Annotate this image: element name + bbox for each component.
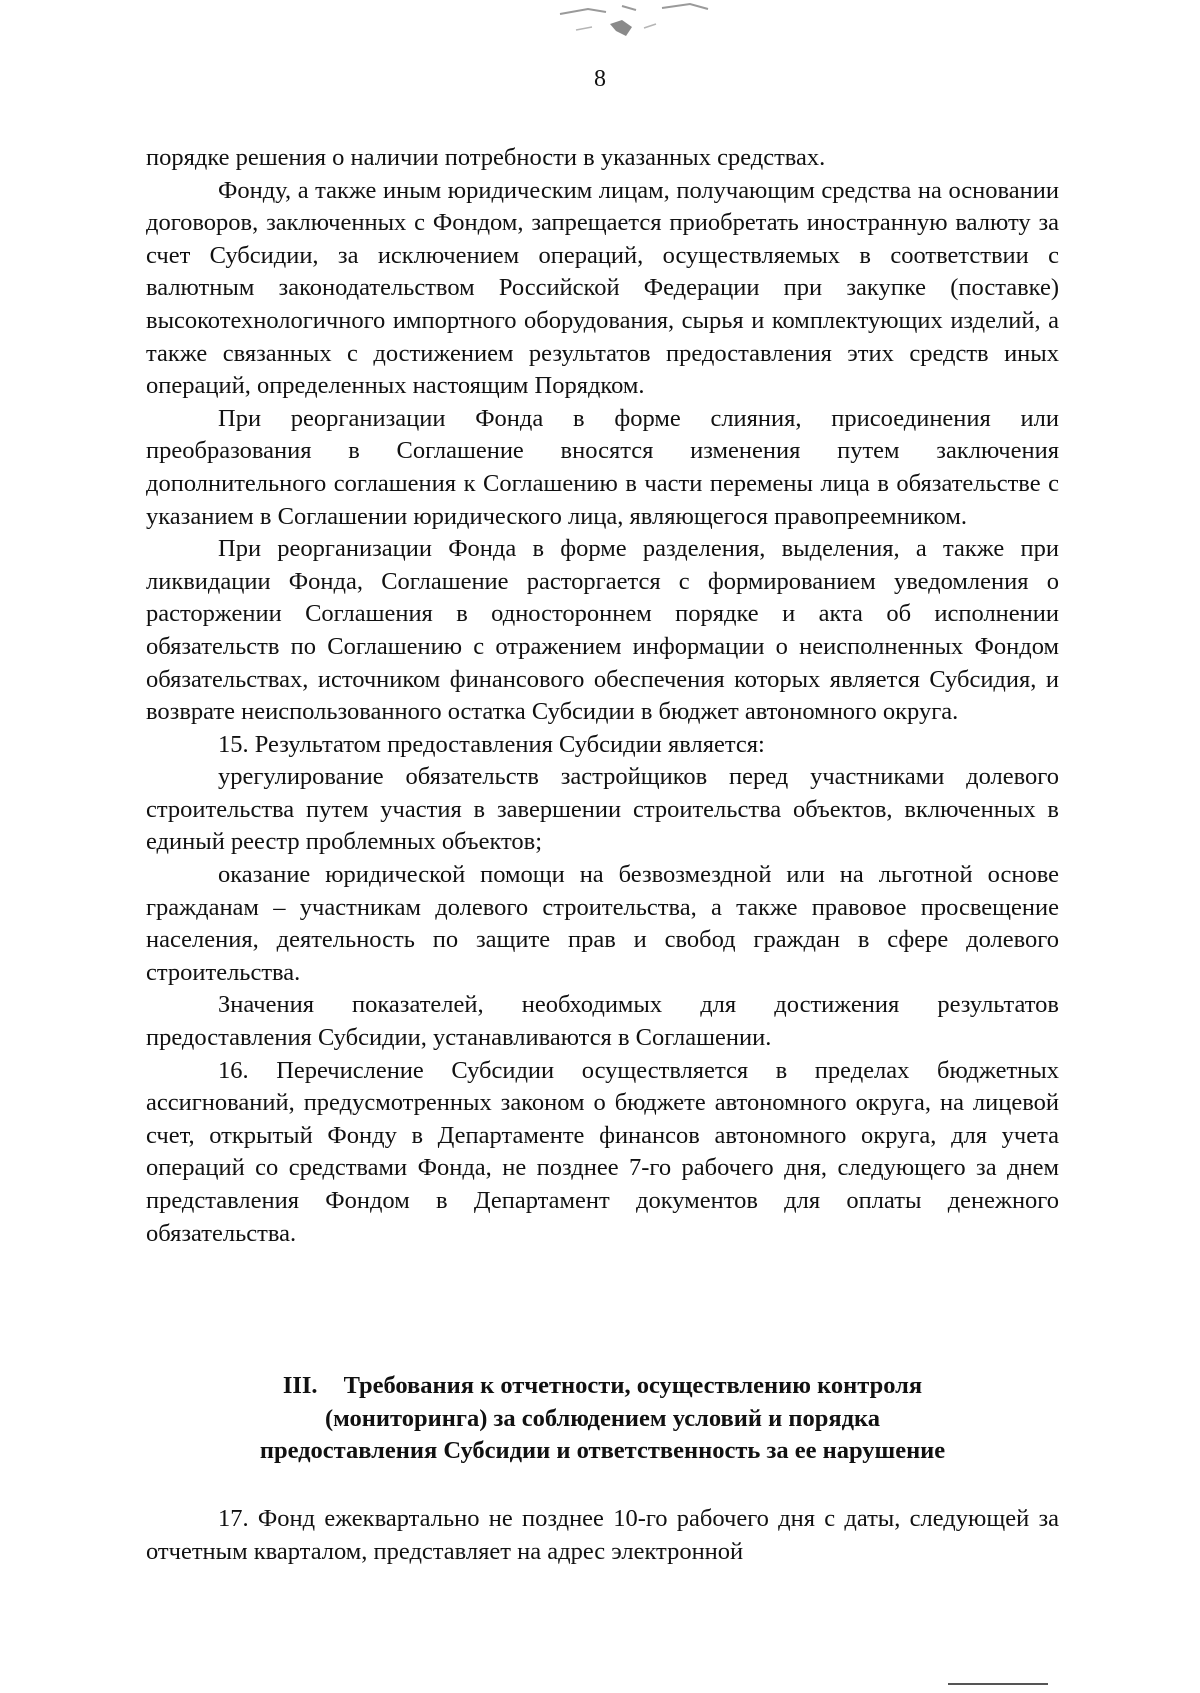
section-heading-line-1 xyxy=(146,1370,1059,1403)
scan-edge-mark xyxy=(948,1682,1048,1686)
paragraph-item-15: 15. Результатом предоставления Субсидии является: xyxy=(218,730,765,758)
paragraph-result-legal-aid: оказание юридической помощи на безвозмездной или на льготной основе гражданам – участникам долевого строительства, а также правовое просвещение населения, деятельность по защите прав и свобод граждан в сфере долевого строительства. xyxy=(146,861,1059,986)
paragraph-item-17: 17. Фонд ежеквартально не позднее 10-го рабочего дня с даты, следующей за отчетным кварталом, представляет на адрес электронной xyxy=(146,1505,1059,1565)
page-number: 8 xyxy=(594,66,606,92)
section-heading xyxy=(146,1370,1059,1468)
paragraph-reorganization-merger: При реорганизации Фонда в форме слияния, присоединения или преобразования в Соглашение вносятся изменения путем заключения дополнительного соглашения к Соглашению в части перемены лица в обязательстве с указанием в Соглашении юридического лица, являющегося правопреемником. xyxy=(146,404,1059,530)
scan-artifact-marks xyxy=(540,0,720,44)
paragraph-reorganization-division: При реорганизации Фонда в форме разделения, выделения, а также при ликвидации Фонда, Соглашение расторгается с формированием уведомления о расторжении Соглашения в одностороннем порядке и акта об исполнении обязательств по Соглашению с отражением информации о неисполненных Фондом обязательствах, источником финансового обеспечения которых является Субсидия, и возврате неиспользованного остатка Субсидии в бюджет автономного округа. xyxy=(146,535,1059,726)
paragraph-indicators: Значения показателей, необходимых для достижения результатов предоставления Субсидии, устанавливаются в Соглашении. xyxy=(146,991,1059,1052)
section-heading-line-3: предоставления Субсидии и ответственность за ее нарушение xyxy=(259,1437,946,1464)
section-heading-line-2: (мониторинга) за соблюдением условий и порядка xyxy=(325,1404,880,1432)
paragraph-continuation: порядке решения о наличии потребности в указанных средствах. xyxy=(146,144,826,171)
paragraph-currency-restriction: Фонду, а также иным юридическим лицам, получающим средства на основании договоров, заключенных с Фондом, запрещается приобретать иностранную валюту за счет Субсидии, за исключением операций, осуществляемых в соответствии с валютным законодательством Российской Федерации при закупке (поставке) высокотехнологичного импортного оборудования, сырья и комплектующих изделий, а также связанных с достижением результатов предоставления этих средств иных операций, определенных настоящим Порядком. xyxy=(146,176,1059,400)
section-title-part-1: Требования к отчетности, осуществлению контроля xyxy=(343,1372,923,1399)
after-section-text xyxy=(146,1503,1059,1568)
paragraph-result-settlement: урегулирование обязательств застройщиков перед участниками долевого строительства путем участия в завершении строительства объектов, включенных в единый реестр проблемных объектов; xyxy=(146,763,1059,856)
section-number: III. xyxy=(282,1372,318,1399)
paragraph-item-16: 16. Перечисление Субсидии осуществляется в пределах бюджетных ассигнований, предусмотренных законом о бюджете автономного округа, на лицевой счет, открытый Фонду в Департаменте финансов автономного округа, для учета операций со средствами Фонда, не позднее 7-го рабочего дня, следующего за днем представления Фондом в Департамент документов для оплаты денежного обязательства. xyxy=(146,1056,1059,1247)
body-text xyxy=(146,142,1059,1250)
